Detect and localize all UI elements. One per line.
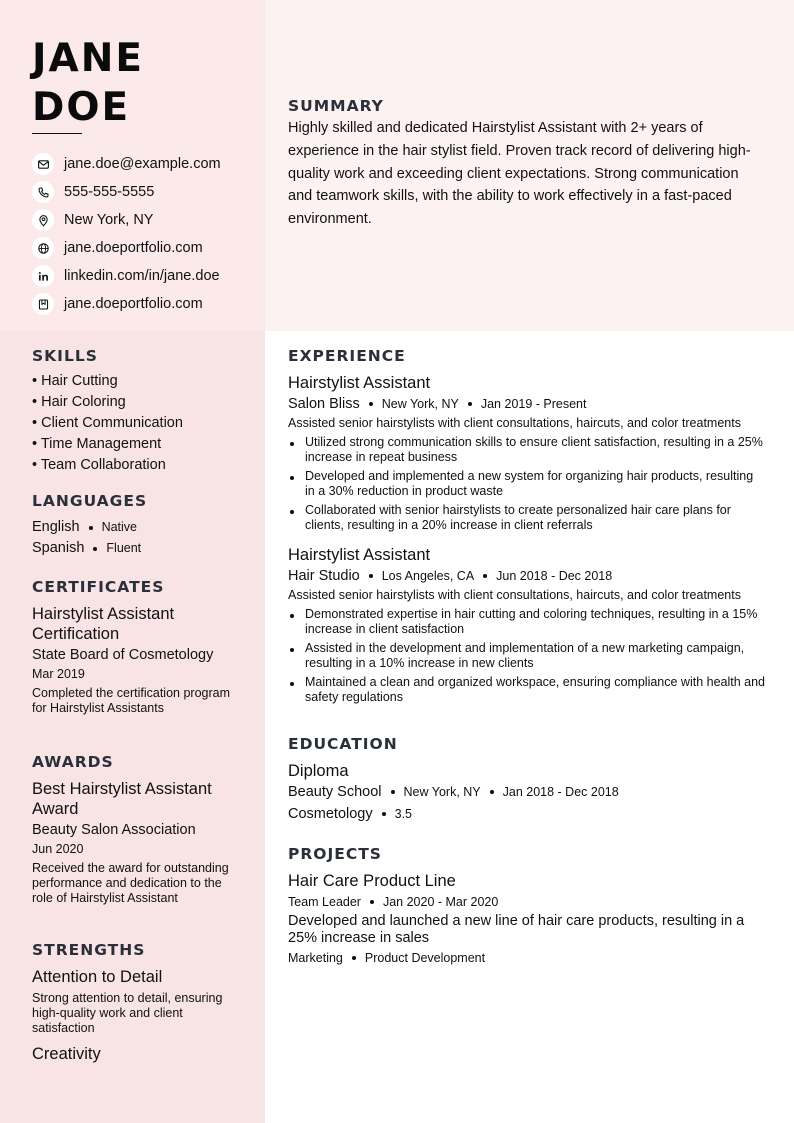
project-tags — [288, 947, 768, 969]
job-dates: Jun 2018 - Dec 2018 — [496, 569, 613, 583]
job-location: New York, NY — [381, 397, 459, 411]
separator-dot — [468, 402, 472, 406]
job-bullets — [288, 435, 768, 533]
separator-dot — [370, 900, 374, 904]
experience-section — [288, 347, 768, 709]
experience-item — [288, 545, 768, 705]
job-bullet: Utilized strong communication skills to ensure client satisfaction, resulting in a 25% increase in repeat business — [288, 435, 766, 465]
separator-dot — [483, 574, 487, 578]
certificate-description: Completed the certification program for Hairstylist Assistants — [32, 686, 231, 715]
language-item — [32, 517, 237, 538]
job-location: Los Angeles, CA — [381, 569, 475, 583]
skill-item: • Hair Cutting — [32, 373, 118, 389]
award-description: Received the award for outstanding performance and dedication to the role of Hairstylist Assistant — [32, 861, 229, 905]
contact-website-text: jane.doeportfolio.com — [64, 240, 203, 256]
project-tag: Marketing — [288, 951, 343, 965]
linkedin-icon — [32, 265, 54, 287]
job-bullet: Assisted in the development and implementation of a new marketing campaign, resulting in a 10% increase in new clients — [288, 641, 766, 671]
summary-text: Highly skilled and dedicated Hairstylist Assistant with 2+ years of experience in the hair stylist field. Proven track record of delivering high-quality work and exceeding client expectations. Strong communication and teamwork skills, with the ability to work effectively in a fast-paced environment. — [288, 120, 751, 228]
contact-phone[interactable] — [32, 178, 221, 206]
contact-location — [32, 206, 221, 234]
language-level: Native — [101, 520, 137, 534]
awards-heading: AWARDS — [32, 753, 114, 771]
experience-heading: EXPERIENCE — [288, 347, 406, 365]
certificate-name: Hairstylist Assistant Certification — [32, 605, 175, 643]
separator-dot — [369, 574, 373, 578]
project-description: Developed and launched a new line of hair care products, resulting in a 25% increase in sales — [288, 913, 745, 946]
award-date: Jun 2020 — [32, 842, 84, 856]
award-issuer: Beauty Salon Association — [32, 822, 196, 838]
award-name: Best Hairstylist Assistant Award — [32, 780, 212, 818]
education-gpa: 3.5 — [394, 807, 413, 821]
separator-dot — [391, 790, 395, 794]
job-meta — [288, 565, 768, 587]
skills-section — [32, 347, 237, 476]
education-location: New York, NY — [403, 785, 481, 799]
languages-heading: LANGUAGES — [32, 492, 148, 510]
job-description: Assisted senior hairstylists with client consultations, haircuts, and color treatments — [288, 416, 741, 430]
first-name: JANE — [32, 36, 144, 81]
last-name: DOE — [32, 85, 131, 130]
project-tag: Product Development — [364, 951, 486, 965]
candidate-name — [32, 34, 144, 132]
job-bullet: Collaborated with senior hairstylists to create personalized hair care plans for clients, resulting in a 20% increase in client referrals — [288, 503, 766, 533]
strengths-heading: STRENGTHS — [32, 941, 146, 959]
education-meta — [288, 781, 768, 803]
job-role: Hairstylist Assistant — [288, 546, 431, 564]
education-school: Beauty School — [288, 784, 382, 800]
contact-website[interactable] — [32, 234, 221, 262]
strength-description: Strong attention to detail, ensuring high-quality work and client satisfaction — [32, 991, 223, 1035]
name-divider — [32, 133, 82, 134]
mail-icon — [32, 153, 54, 175]
education-dates: Jan 2018 - Dec 2018 — [502, 785, 619, 799]
separator-dot — [89, 526, 93, 530]
skill-item: • Client Communication — [32, 415, 183, 431]
strength-name: Attention to Detail — [32, 968, 163, 986]
project-name: Hair Care Product Line — [288, 872, 456, 890]
job-dates: Jan 2019 - Present — [480, 397, 587, 411]
language-name: Spanish — [32, 540, 85, 556]
contact-linkedin[interactable] — [32, 262, 221, 290]
education-section — [288, 735, 768, 825]
job-bullet: Developed and implemented a new system for organizing hair products, resulting in a 30% reduction in product waste — [288, 469, 766, 499]
contact-email-text: jane.doe@example.com — [64, 156, 221, 172]
languages-section — [32, 492, 237, 559]
certificate-issuer: State Board of Cosmetology — [32, 647, 214, 663]
experience-item — [288, 373, 768, 533]
separator-dot — [369, 402, 373, 406]
job-bullets — [288, 607, 768, 705]
language-level: Fluent — [106, 541, 142, 555]
phone-icon — [32, 181, 54, 203]
contact-list — [32, 150, 221, 318]
job-company: Salon Bliss — [288, 396, 360, 412]
skill-item: • Team Collaboration — [32, 457, 166, 473]
contact-portfolio[interactable] — [32, 290, 221, 318]
skill-item: • Time Management — [32, 436, 162, 452]
separator-dot — [382, 812, 386, 816]
projects-heading: PROJECTS — [288, 845, 382, 863]
job-role: Hairstylist Assistant — [288, 374, 431, 392]
education-heading: EDUCATION — [288, 735, 398, 753]
language-name: English — [32, 519, 80, 535]
language-item — [32, 538, 237, 559]
certificates-heading: CERTIFICATES — [32, 578, 165, 596]
project-role: Team Leader — [288, 895, 361, 909]
skills-heading: SKILLS — [32, 347, 98, 365]
strengths-section — [32, 941, 237, 1064]
job-bullet: Maintained a clean and organized workspace, ensuring compliance with health and safety regulations — [288, 675, 766, 705]
awards-section — [32, 753, 237, 906]
portfolio-icon — [32, 293, 54, 315]
job-description: Assisted senior hairstylists with client consultations, haircuts, and color treatments — [288, 588, 741, 602]
globe-icon — [32, 237, 54, 259]
projects-section — [288, 845, 768, 969]
job-company: Hair Studio — [288, 568, 360, 584]
project-meta — [288, 891, 768, 913]
contact-location-text: New York, NY — [64, 212, 154, 228]
contact-email[interactable] — [32, 150, 221, 178]
contact-phone-text: 555-555-5555 — [64, 184, 155, 200]
education-field: Cosmetology — [288, 806, 373, 822]
project-dates: Jan 2020 - Mar 2020 — [382, 895, 499, 909]
certificate-date: Mar 2019 — [32, 667, 85, 681]
contact-linkedin-text: linkedin.com/in/jane.doe — [64, 268, 220, 284]
skill-item: • Hair Coloring — [32, 394, 126, 410]
separator-dot — [490, 790, 494, 794]
certificates-section — [32, 578, 237, 716]
education-degree: Diploma — [288, 762, 349, 780]
education-field-row — [288, 803, 768, 825]
location-icon — [32, 209, 54, 231]
contact-portfolio-text: jane.doeportfolio.com — [64, 296, 203, 312]
summary-heading: SUMMARY — [288, 97, 384, 115]
separator-dot — [93, 547, 97, 551]
separator-dot — [352, 956, 356, 960]
job-meta — [288, 393, 768, 415]
strength-name: Creativity — [32, 1045, 101, 1063]
job-bullet: Demonstrated expertise in hair cutting and coloring techniques, resulting in a 15% increase in client satisfaction — [288, 607, 766, 637]
